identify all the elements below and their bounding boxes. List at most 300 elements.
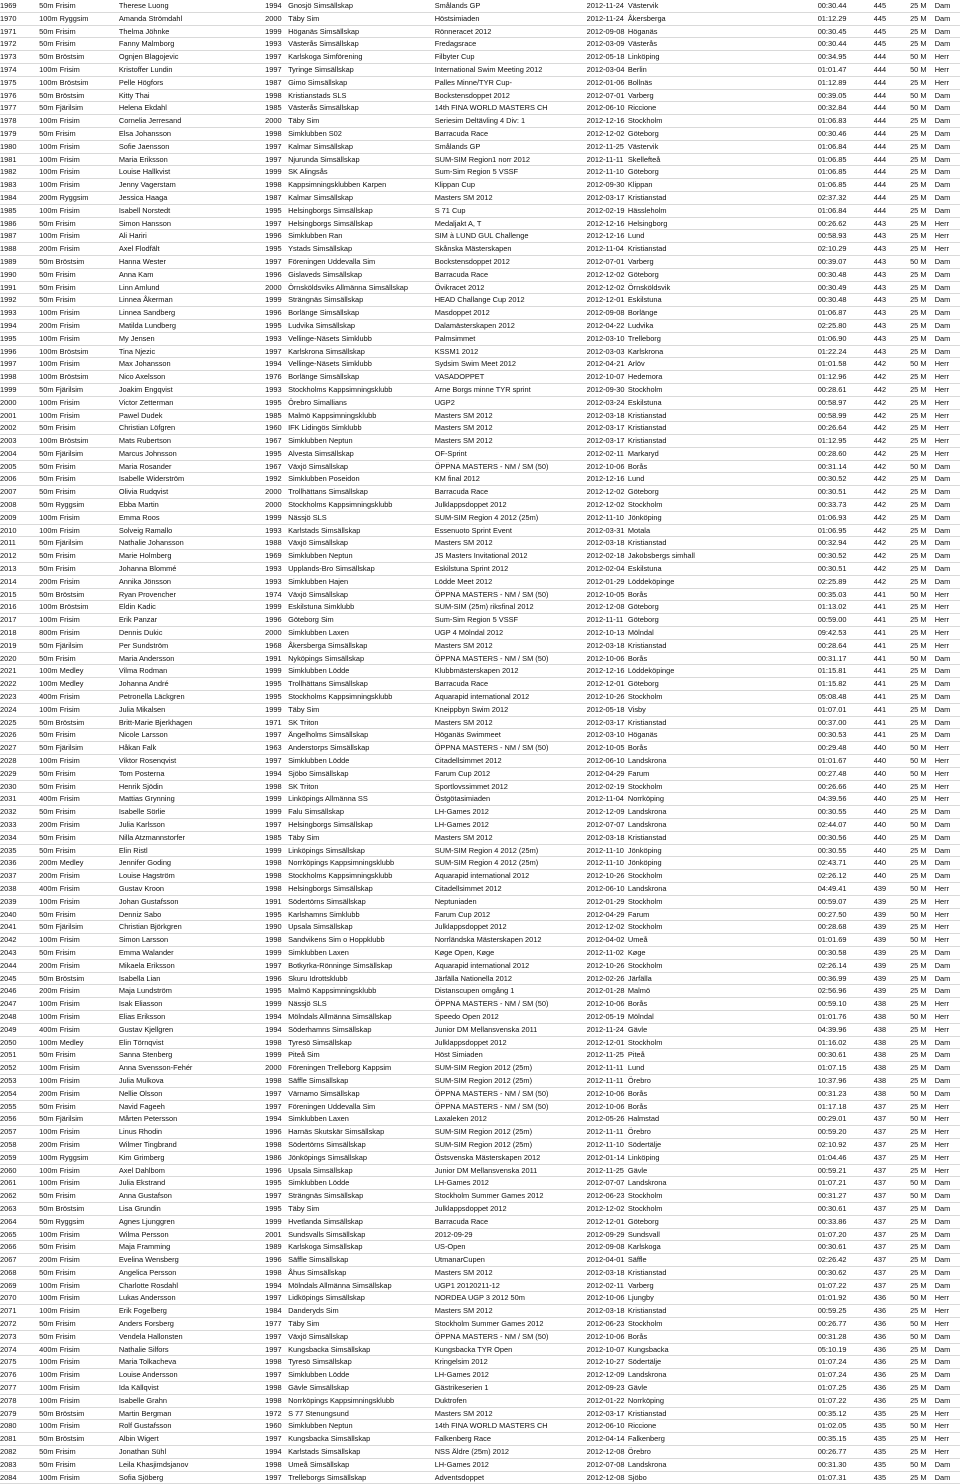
cell-points: 435	[846, 1433, 886, 1446]
cell-place: Trelleborg	[624, 332, 788, 345]
cell-date: 2012-07-01	[575, 255, 624, 268]
cell-rank: 1999	[0, 383, 32, 396]
cell-rank: 2023	[0, 691, 32, 704]
cell-club: Söderhamns Simsällskap	[276, 1023, 423, 1036]
cell-competition: SUM-SIM Region 2012 (25m)	[423, 1074, 575, 1087]
cell-sex: Dam	[927, 294, 960, 307]
cell-competition: UGP2	[423, 396, 575, 409]
cell-event: 100m Frisim	[32, 1074, 105, 1087]
cell-club: Föreningen Uddevalla Sim	[276, 1100, 423, 1113]
cell-club: Piteå Sim	[276, 1049, 423, 1062]
table-row	[0, 857, 960, 870]
cell-sex: Dam	[927, 729, 960, 742]
table-row	[0, 319, 960, 332]
cell-points: 442	[846, 575, 886, 588]
cell-sex: Herr	[927, 76, 960, 89]
cell-born: 1989	[246, 1241, 276, 1254]
cell-points: 440	[846, 806, 886, 819]
cell-points: 437	[846, 1100, 886, 1113]
cell-sex: Dam	[927, 89, 960, 102]
table-row	[0, 575, 960, 588]
cell-place: Kristianstad	[624, 243, 788, 256]
cell-name: Nico Axelsson	[105, 371, 246, 384]
cell-born: 1999	[246, 1049, 276, 1062]
table-row	[0, 934, 960, 947]
cell-pool: 25 M	[886, 1164, 927, 1177]
cell-date: 2012-10-05	[575, 742, 624, 755]
cell-name: Christian Björkgren	[105, 921, 246, 934]
cell-name: Victor Zetterman	[105, 396, 246, 409]
table-row	[0, 1343, 960, 1356]
cell-born: 2000	[246, 115, 276, 128]
table-row	[0, 755, 960, 768]
cell-name: Wilma Persson	[105, 1228, 246, 1241]
table-row	[0, 38, 960, 51]
cell-rank: 2066	[0, 1241, 32, 1254]
cell-name: Elin Ristl	[105, 844, 246, 857]
cell-rank: 2035	[0, 844, 32, 857]
cell-event: 100m Frisim	[32, 755, 105, 768]
cell-date: 2012-01-22	[575, 1394, 624, 1407]
cell-name: Wilmer Tingbrand	[105, 1138, 246, 1151]
cell-club: Gimo Simsällskap	[276, 76, 423, 89]
cell-pool: 25 M	[886, 1036, 927, 1049]
cell-sex: Dam	[927, 946, 960, 959]
cell-competition: Masters SM 2012	[423, 1266, 575, 1279]
cell-points: 437	[846, 1190, 886, 1203]
cell-sex: Herr	[927, 1292, 960, 1305]
table-row	[0, 729, 960, 742]
cell-place: Landskrona	[624, 1177, 788, 1190]
cell-event: 50m Bröstsim	[32, 255, 105, 268]
cell-event: 100m Medley	[32, 665, 105, 678]
cell-event: 200m Medley	[32, 857, 105, 870]
cell-pool: 25 M	[886, 691, 927, 704]
cell-sex: Herr	[927, 1126, 960, 1139]
cell-born: 1998	[246, 1036, 276, 1049]
cell-name: Per Sundström	[105, 639, 246, 652]
table-row	[0, 946, 960, 959]
cell-competition: Gästrikeserien 1	[423, 1382, 575, 1395]
cell-points: 443	[846, 332, 886, 345]
cell-time: 02:26.12	[788, 870, 847, 883]
cell-rank: 2052	[0, 1062, 32, 1075]
cell-event: 50m Frisim	[32, 127, 105, 140]
cell-date: 2012-10-06	[575, 1292, 624, 1305]
cell-competition: SIM à LUND GUL Challenge	[423, 230, 575, 243]
cell-sex: Herr	[927, 422, 960, 435]
cell-date: 2012-12-01	[575, 1036, 624, 1049]
cell-competition: Eskilstuna Sprint 2012	[423, 563, 575, 576]
cell-born: 1996	[246, 614, 276, 627]
cell-club: Helsingborgs Simsällskap	[276, 882, 423, 895]
cell-pool: 25 M	[886, 665, 927, 678]
cell-born: 1994	[246, 358, 276, 371]
table-row	[0, 511, 960, 524]
cell-competition: Farum Cup 2012	[423, 767, 575, 780]
cell-name: Jennifer Goding	[105, 857, 246, 870]
cell-time: 01:07.25	[788, 1382, 847, 1395]
cell-sex: Dam	[927, 511, 960, 524]
cell-date: 2012-11-24	[575, 0, 624, 12]
cell-points: 438	[846, 998, 886, 1011]
cell-club: Lidköpings Simsällskap	[276, 1292, 423, 1305]
cell-date: 2012-05-26	[575, 1113, 624, 1126]
cell-pool: 25 M	[886, 153, 927, 166]
cell-competition: SUM-SIM (25m) riksfinal 2012	[423, 601, 575, 614]
cell-points: 437	[846, 1113, 886, 1126]
cell-rank: 1975	[0, 76, 32, 89]
cell-event: 100m Frisim	[32, 63, 105, 76]
cell-time: 01:12.89	[788, 76, 847, 89]
cell-sex: Dam	[927, 179, 960, 192]
cell-born: 1967	[246, 435, 276, 448]
cell-date: 2012-07-07	[575, 1177, 624, 1190]
cell-born: 1997	[246, 1100, 276, 1113]
cell-competition: Julklappsdoppet 2012	[423, 921, 575, 934]
cell-club: Skuru Idrottsklubb	[276, 972, 423, 985]
cell-competition: Filbyter Cup	[423, 51, 575, 64]
cell-date: 2012-03-24	[575, 396, 624, 409]
cell-rank: 2044	[0, 959, 32, 972]
cell-competition: Aquarapid international 2012	[423, 870, 575, 883]
cell-date: 2012-03-18	[575, 1305, 624, 1318]
cell-club: Täby Sim	[276, 703, 423, 716]
cell-competition: Smålands GP	[423, 140, 575, 153]
cell-rank: 2072	[0, 1318, 32, 1331]
cell-born: 1994	[246, 1279, 276, 1292]
cell-name: Johanna André	[105, 678, 246, 691]
cell-sex: Dam	[927, 1471, 960, 1484]
cell-competition: SUM-SIM Region1 norr 2012	[423, 153, 575, 166]
cell-competition: LH-Games 2012	[423, 1177, 575, 1190]
cell-event: 100m Frisim	[32, 1177, 105, 1190]
cell-event: 50m Frisim	[32, 831, 105, 844]
cell-pool: 25 M	[886, 179, 927, 192]
cell-club: Täby Sim	[276, 831, 423, 844]
cell-competition: ÖPPNA MASTERS - NM / SM (50)	[423, 1100, 575, 1113]
cell-date: 2012-09-08	[575, 25, 624, 38]
cell-name: Helena Ekdahl	[105, 102, 246, 115]
cell-name: Anna Kam	[105, 268, 246, 281]
cell-date: 2012-01-28	[575, 985, 624, 998]
cell-place: Stockholm	[624, 383, 788, 396]
cell-event: 50m Frisim	[32, 281, 105, 294]
cell-name: Isabelle Grahn	[105, 1394, 246, 1407]
cell-name: Anna Gustafson	[105, 1190, 246, 1203]
cell-time: 01:06.84	[788, 140, 847, 153]
cell-event: 50m Frisim	[32, 1330, 105, 1343]
cell-competition: Barracuda Race	[423, 486, 575, 499]
cell-time: 05:10.19	[788, 1343, 847, 1356]
cell-born: 1994	[246, 1113, 276, 1126]
cell-name: Jenny Vagerstam	[105, 179, 246, 192]
cell-pool: 25 M	[886, 1228, 927, 1241]
cell-born: 1998	[246, 882, 276, 895]
cell-competition: Masters SM 2012	[423, 1407, 575, 1420]
cell-club: Ystads Simsällskap	[276, 243, 423, 256]
cell-place: Kristianstad	[624, 422, 788, 435]
cell-event: 50m Fjärilsim	[32, 639, 105, 652]
cell-competition: KSSM1 2012	[423, 345, 575, 358]
cell-born: 1968	[246, 639, 276, 652]
cell-date: 2012-10-06	[575, 652, 624, 665]
table-row	[0, 652, 960, 665]
cell-club: Upsala Simsällskap	[276, 1164, 423, 1177]
cell-sex: Herr	[927, 742, 960, 755]
cell-club: Simklubben Hajen	[276, 575, 423, 588]
cell-points: 442	[846, 563, 886, 576]
table-row	[0, 601, 960, 614]
cell-points: 442	[846, 524, 886, 537]
cell-born: 1995	[246, 319, 276, 332]
cell-club: Föreningen Uddevalla Sim	[276, 255, 423, 268]
cell-pool: 25 M	[886, 793, 927, 806]
cell-event: 200m Frisim	[32, 243, 105, 256]
cell-club: Borlänge Simsällskap	[276, 371, 423, 384]
cell-born: 1997	[246, 1343, 276, 1356]
cell-rank: 1983	[0, 179, 32, 192]
cell-sex: Herr	[927, 998, 960, 1011]
cell-name: Elias Eriksson	[105, 1010, 246, 1023]
cell-rank: 2079	[0, 1407, 32, 1420]
cell-born: 1997	[246, 1369, 276, 1382]
cell-born: 1998	[246, 934, 276, 947]
cell-club: Helsingborgs Simsällskap	[276, 819, 423, 832]
cell-born: 1991	[246, 652, 276, 665]
table-row	[0, 115, 960, 128]
cell-points: 437	[846, 1266, 886, 1279]
cell-event: 50m Frisim	[32, 652, 105, 665]
cell-sex: Dam	[927, 473, 960, 486]
table-row	[0, 908, 960, 921]
cell-born: 1996	[246, 1126, 276, 1139]
cell-name: Maja Framming	[105, 1241, 246, 1254]
cell-time: 00:29.01	[788, 1113, 847, 1126]
cell-place: Södertälje	[624, 1138, 788, 1151]
cell-event: 100m Bröstsim	[32, 371, 105, 384]
cell-competition: Stockholm Summer Games 2012	[423, 1190, 575, 1203]
cell-name: Mikaela Eriksson	[105, 959, 246, 972]
cell-place: Höganäs	[624, 729, 788, 742]
cell-date: 2012-12-16	[575, 473, 624, 486]
cell-event: 50m Frisim	[32, 473, 105, 486]
cell-rank: 2060	[0, 1164, 32, 1177]
cell-sex: Herr	[927, 383, 960, 396]
cell-place: Sjöbo	[624, 1471, 788, 1484]
cell-event: 100m Frisim	[32, 204, 105, 217]
cell-event: 100m Frisim	[32, 140, 105, 153]
table-row	[0, 767, 960, 780]
cell-competition: Laxaleken 2012	[423, 1113, 575, 1126]
cell-rank: 2003	[0, 435, 32, 448]
table-row	[0, 806, 960, 819]
cell-born: 1995	[246, 447, 276, 460]
cell-club: Kalmar Simsällskap	[276, 191, 423, 204]
cell-time: 01:16.02	[788, 1036, 847, 1049]
cell-place: Västerås	[624, 38, 788, 51]
cell-born: 1996	[246, 1254, 276, 1267]
cell-pool: 25 M	[886, 1023, 927, 1036]
cell-rank: 2050	[0, 1036, 32, 1049]
cell-competition: HEAD Challange Cup 2012	[423, 294, 575, 307]
cell-time: 00:30.61	[788, 1241, 847, 1254]
cell-place: Säffle	[624, 1254, 788, 1267]
cell-date: 2012-06-23	[575, 1190, 624, 1203]
cell-date: 2012-11-25	[575, 1049, 624, 1062]
cell-sex: Dam	[927, 819, 960, 832]
cell-pool: 50 M	[886, 63, 927, 76]
cell-competition: ÖPPNA MASTERS - NM / SM (50)	[423, 652, 575, 665]
cell-pool: 25 M	[886, 499, 927, 512]
cell-time: 00:30.52	[788, 473, 847, 486]
cell-club: Tyresö Simsällskap	[276, 1036, 423, 1049]
cell-club: Sundsvalls Simsällskap	[276, 1228, 423, 1241]
cell-date: 2012-03-31	[575, 524, 624, 537]
cell-born: 1998	[246, 780, 276, 793]
cell-sex: Dam	[927, 268, 960, 281]
cell-place: Linköping	[624, 1151, 788, 1164]
cell-competition: Höstsimiaden	[423, 12, 575, 25]
cell-sex: Herr	[927, 63, 960, 76]
cell-event: 50m Frisim	[32, 1241, 105, 1254]
cell-born: 1998	[246, 127, 276, 140]
cell-points: 442	[846, 511, 886, 524]
cell-time: 00:28.60	[788, 447, 847, 460]
cell-event: 50m Bröstsim	[32, 1407, 105, 1420]
cell-competition: Duktrofen	[423, 1394, 575, 1407]
cell-rank: 2015	[0, 588, 32, 601]
cell-name: Marcus Johnsson	[105, 447, 246, 460]
table-row	[0, 780, 960, 793]
cell-time: 00:59.25	[788, 1305, 847, 1318]
cell-competition: Kungsbacka TYR Open	[423, 1343, 575, 1356]
cell-name: Maja Lundström	[105, 985, 246, 998]
cell-time: 00:30.51	[788, 486, 847, 499]
cell-event: 50m Frisim	[32, 1266, 105, 1279]
table-row	[0, 473, 960, 486]
cell-rank: 1988	[0, 243, 32, 256]
table-row	[0, 844, 960, 857]
cell-event: 50m Frisim	[32, 908, 105, 921]
cell-club: Nässjö SLS	[276, 998, 423, 1011]
cell-name: Olivia Rudqvist	[105, 486, 246, 499]
cell-club: Örebro Simallians	[276, 396, 423, 409]
cell-sex: Dam	[927, 563, 960, 576]
cell-time: 00:59.21	[788, 1164, 847, 1177]
cell-time: 00:33.73	[788, 499, 847, 512]
cell-pool: 50 M	[886, 588, 927, 601]
cell-name: Gustav Kroon	[105, 882, 246, 895]
cell-club: Harnäs Skutskär Simsällskap	[276, 1126, 423, 1139]
cell-event: 100m Medley	[32, 1036, 105, 1049]
cell-place: Borås	[624, 460, 788, 473]
cell-rank: 2061	[0, 1177, 32, 1190]
cell-pool: 25 M	[886, 1356, 927, 1369]
cell-event: 200m Frisim	[32, 819, 105, 832]
cell-competition: Palles Minne/TYR Cup-	[423, 76, 575, 89]
cell-name: Charlotte Rosdahl	[105, 1279, 246, 1292]
table-row	[0, 1433, 960, 1446]
cell-club: Strängnäs Simsällskap	[276, 294, 423, 307]
cell-points: 444	[846, 179, 886, 192]
cell-name: Maria Andersson	[105, 652, 246, 665]
cell-competition: LH-Games 2012	[423, 1369, 575, 1382]
cell-date: 2012-03-17	[575, 422, 624, 435]
cell-pool: 25 M	[886, 575, 927, 588]
table-row	[0, 921, 960, 934]
table-row	[0, 255, 960, 268]
cell-place: Eskilstuna	[624, 294, 788, 307]
cell-club: Kungsbacka Simsällskap	[276, 1433, 423, 1446]
cell-points: 439	[846, 972, 886, 985]
cell-competition: Masdoppet 2012	[423, 307, 575, 320]
cell-competition: Citadellsimmet 2012	[423, 882, 575, 895]
cell-club: Mölndals Allmänna Simsällskap	[276, 1279, 423, 1292]
cell-sex: Dam	[927, 38, 960, 51]
cell-sex: Dam	[927, 499, 960, 512]
cell-club: Simklubben Lödde	[276, 1177, 423, 1190]
cell-points: 442	[846, 371, 886, 384]
cell-place: Lund	[624, 230, 788, 243]
cell-pool: 50 M	[886, 460, 927, 473]
cell-place: Stockholm	[624, 921, 788, 934]
cell-points: 442	[846, 447, 886, 460]
cell-place: Lund	[624, 473, 788, 486]
cell-date: 2012-05-18	[575, 51, 624, 64]
cell-points: 441	[846, 678, 886, 691]
cell-event: 400m Frisim	[32, 1343, 105, 1356]
cell-club: Karlskrona Simsällskap	[276, 345, 423, 358]
cell-pool: 25 M	[886, 563, 927, 576]
cell-name: Anna Svensson-Fehér	[105, 1062, 246, 1075]
cell-points: 436	[846, 1356, 886, 1369]
cell-pool: 25 M	[886, 307, 927, 320]
cell-pool: 25 M	[886, 166, 927, 179]
cell-points: 443	[846, 307, 886, 320]
cell-born: 1960	[246, 1420, 276, 1433]
cell-points: 440	[846, 767, 886, 780]
cell-sex: Herr	[927, 1010, 960, 1023]
cell-pool: 25 M	[886, 127, 927, 140]
cell-name: Nathalie Johansson	[105, 537, 246, 550]
cell-place: Stockholm	[624, 499, 788, 512]
cell-time: 01:07.24	[788, 1369, 847, 1382]
cell-pool: 25 M	[886, 1241, 927, 1254]
cell-date: 2012-07-08	[575, 1458, 624, 1471]
cell-time: 01:01.67	[788, 755, 847, 768]
cell-points: 436	[846, 1382, 886, 1395]
cell-time: 02:10.29	[788, 243, 847, 256]
table-row	[0, 1394, 960, 1407]
cell-time: 02:26.42	[788, 1254, 847, 1267]
cell-points: 444	[846, 166, 886, 179]
cell-event: 50m Ryggsim	[32, 499, 105, 512]
cell-points: 437	[846, 1164, 886, 1177]
cell-time: 00:59.20	[788, 1126, 847, 1139]
cell-sex: Dam	[927, 166, 960, 179]
cell-time: 01:01.58	[788, 358, 847, 371]
cell-time: 00:30.49	[788, 281, 847, 294]
cell-place: Hässleholm	[624, 204, 788, 217]
cell-place: Sundsvall	[624, 1228, 788, 1241]
cell-event: 50m Fjärilsim	[32, 102, 105, 115]
cell-place: Borås	[624, 1087, 788, 1100]
cell-club: Tyresö Simsällskap	[276, 1356, 423, 1369]
cell-competition: SUM-SIM Region 4 2012 (25m)	[423, 844, 575, 857]
cell-competition: Citadellsimmet 2012	[423, 755, 575, 768]
cell-born: 1993	[246, 524, 276, 537]
